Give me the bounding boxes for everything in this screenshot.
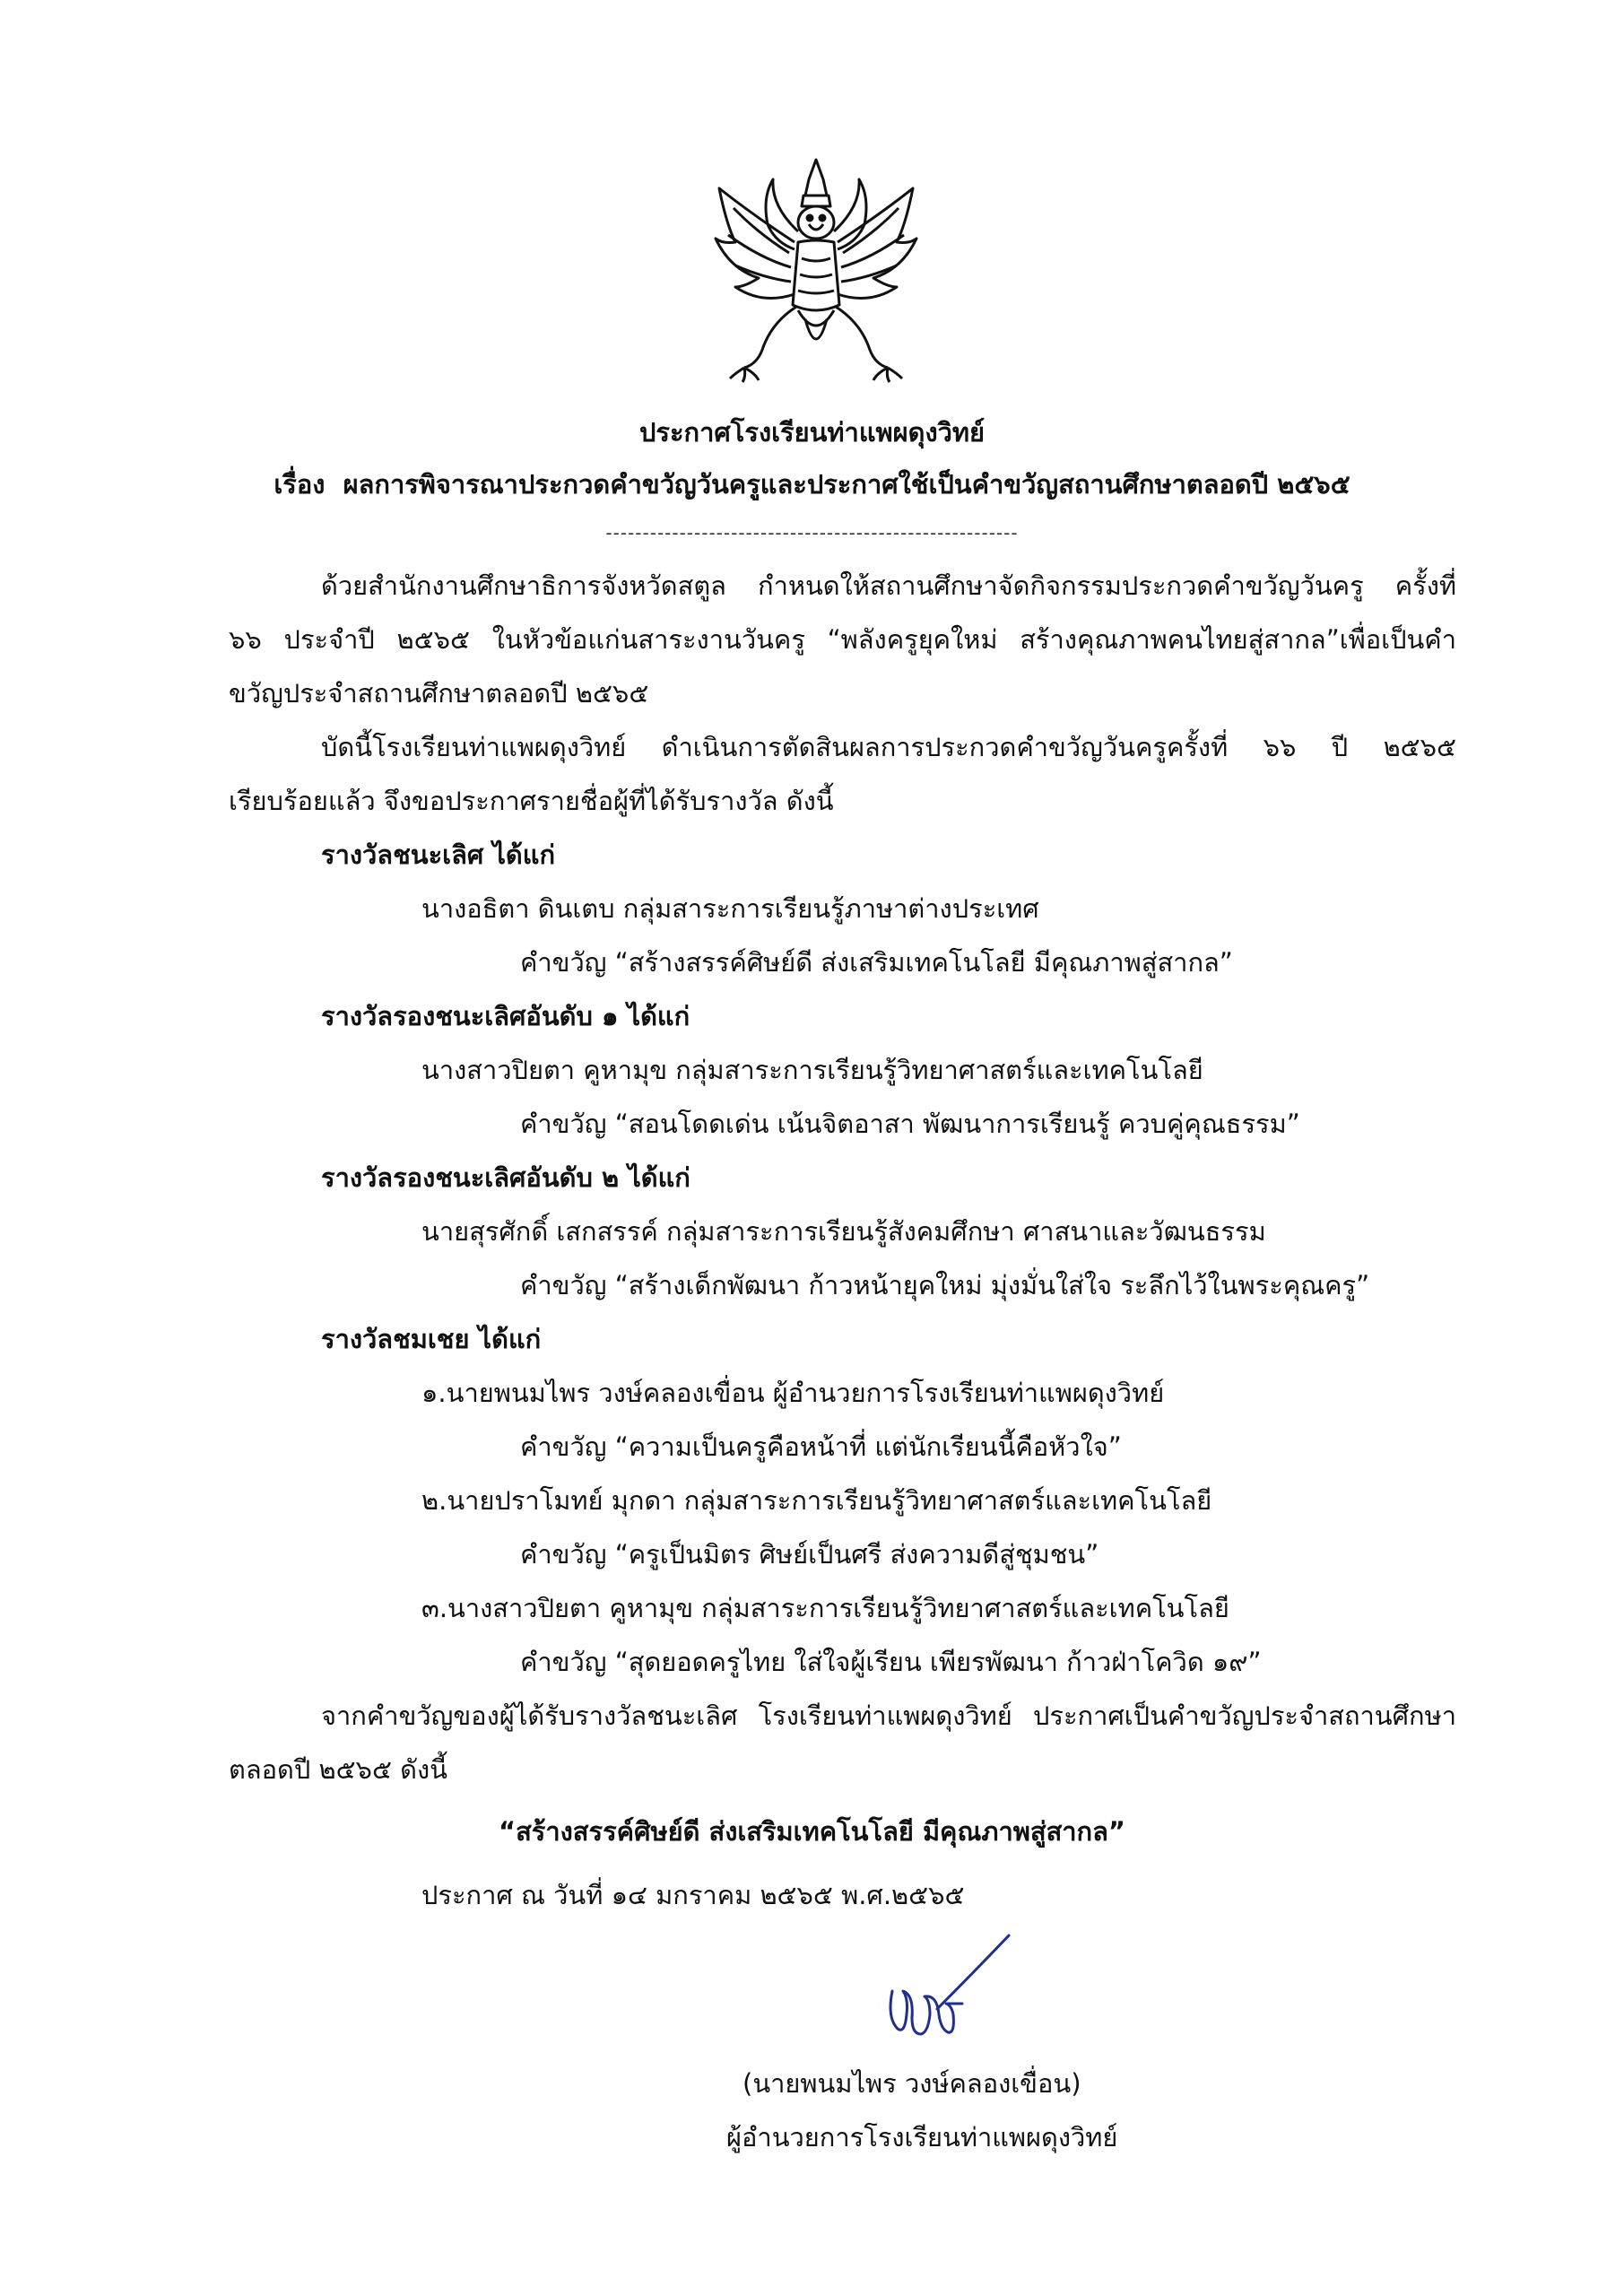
award-motto: คำขวัญ “ครูเป็นมิตร ศิษย์เป็นศรี ส่งความดีสู่ชุมชน” [520,1539,1099,1570]
document-subject [0,466,1624,502]
award-title: รางวัลรองชนะเลิศอันดับ ๑ ได้แก่ [321,1001,690,1031]
document-title: ประกาศโรงเรียนท่าแพผดุงวิทย์ [638,417,985,448]
award-motto: คำขวัญ “สร้างเด็กพัฒนา ก้าวหน้ายุคใหม่ มุ่งมั่นใส่ใจ ระลึกไว้ในพระคุณครู” [520,1270,1370,1300]
paragraph-line: ขวัญประจำสถานศึกษาตลอดปี ๒๕๖๕ [229,678,649,709]
signatory-name: (นายพนมไพร วงษ์คลองเขื่อน) [743,2068,1081,2099]
paragraph-line: จากคำขวัญของผู้ได้รับรางวัลชนะเลิศ โรงเรียนท่าแพผดุงวิทย์ ประกาศเป็นคำขวัญประจำสถานศึกษา [321,1700,1456,1731]
signatory-position: ผู้อำนวยการโรงเรียนท่าแพผดุงวิทย์ [726,2122,1118,2152]
paragraph-line: บัดนี้โรงเรียนท่าแพผดุงวิทย์ ดำเนินการตัดสินผลการประกวดคำขวัญวันครูครั้งที่ ๖๖ ปี ๒๕๖๕ [321,732,1456,762]
official-motto: “สร้างสรรค์ศิษย์ดี ส่งเสริมเทคโนโลยี มีคุณภาพสู่สากล” [499,1816,1125,1847]
subject-label: เรื่อง [274,469,326,500]
paragraph-line: ด้วยสำนักงานศึกษาธิการจังหวัดสตูล กำหนดให้สถานศึกษาจัดกิจกรรมประกวดคำขวัญวันครู ครั้งที่ [321,570,1456,601]
award-winner: ๓.นางสาวปิยตา คูหามุข กลุ่มสาระการเรียนรู้วิทยาศาสตร์และเทคโนโลยี [421,1593,1229,1623]
award-motto: คำขวัญ “สร้างสรรค์ศิษย์ดี ส่งเสริมเทคโนโลยี มีคุณภาพสู่สากล” [520,947,1233,978]
award-winner: ๒.นายปราโมทย์ มุกดา กลุ่มสาระการเรียนรู้วิทยาศาสตร์และเทคโนโลยี [421,1485,1212,1516]
award-title: รางวัลรองชนะเลิศอันดับ ๒ ได้แก่ [321,1162,690,1193]
award-winner: นางอธิตา ดินเตบ กลุ่มสาระการเรียนรู้ภาษาต่างประเทศ [421,893,1039,924]
award-motto: คำขวัญ “สุดยอดครูไทย ใส่ใจผู้เรียน เพียรพัฒนา ก้าวฝ่าโควิด ๑๙” [520,1647,1262,1677]
award-winner: นายสุรศักดิ์ เสกสรรค์ กลุ่มสาระการเรียนรู้สังคมศึกษา ศาสนาและวัฒนธรรม [421,1216,1266,1247]
announcement-date: ประกาศ ณ วันที่ ๑๔ มกราคม ๒๕๖๕ พ.ศ.๒๕๖๕ [421,1880,965,1910]
paragraph-line: ๖๖ ประจำปี ๒๕๖๕ ในหัวข้อแก่นสาระงานวันครู “พลังครูยุคใหม่ สร้างคุณภาพคนไทยสู่สากล”เพื่อเป็นคำ [229,624,1456,655]
paragraph-line: เรียบร้อยแล้ว จึงขอประกาศรายชื่อผู้ที่ได้รับรางวัล ดังนี้ [229,786,834,816]
award-motto: คำขวัญ “ความเป็นครูคือหน้าที่ แต่นักเรียนนี้คือหัวใจ” [520,1431,1122,1462]
paragraph-line: ตลอดปี ๒๕๖๕ ดังนี้ [229,1754,447,1785]
award-title: รางวัลชนะเลิศ ได้แก่ [321,839,556,870]
garuda-emblem-icon [708,152,924,386]
award-title: รางวัลชมเชย ได้แก่ [321,1324,542,1354]
title-divider: -------------------------------------------------------- [605,522,1019,544]
subject-text: ผลการพิจารณาประกวดคำขวัญวันครูและประกาศใช้เป็นคำขวัญสถานศึกษาตลอดปี ๒๕๖๕ [343,469,1350,500]
handwritten-signature [874,1928,1018,2054]
award-winner: ๑.นายพนมไพร วงษ์คลองเขื่อน ผู้อำนวยการโรงเรียนท่าแพผดุงวิทย์ [421,1378,1165,1408]
award-winner: นางสาวปิยตา คูหามุข กลุ่มสาระการเรียนรู้วิทยาศาสตร์และเทคโนโลยี [421,1055,1203,1085]
award-motto: คำขวัญ “สอนโดดเด่น เน้นจิตอาสา พัฒนาการเรียนรู้ ควบคู่คุณธรรม” [520,1109,1300,1139]
